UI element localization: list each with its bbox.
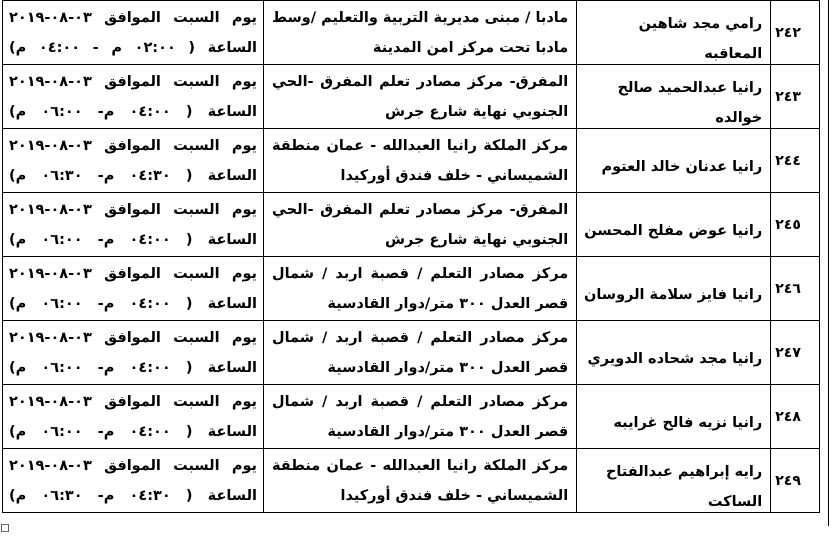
date-line: يوم السبت الموافق ٠٣-٠٨-٢٠١٩ <box>9 329 257 346</box>
person-name: رانيا عوض مفلح المحسن <box>584 222 763 239</box>
date-line: يوم السبت الموافق ٠٣-٠٨-٢٠١٩ <box>9 265 257 282</box>
location-line-1: المفرق- مركز مصادر تعلم المفرق -الحي <box>272 201 569 218</box>
person-name: رانيا عبدالحميد صالح خوالده <box>617 79 763 126</box>
location-line-2: قصر العدل ٣٠٠ متر/دوار القادسية <box>327 295 569 312</box>
person-name: رانيا مجد شحاده الدويري <box>587 350 763 367</box>
person-name: رانيا عدنان خالد العتوم <box>601 158 763 175</box>
table-row <box>3 1 820 65</box>
location-line-1: مركز الملكة رانيا العبدالله - عمان منطقة <box>272 457 569 474</box>
date-line: يوم السبت الموافق ٠٣-٠٨-٢٠١٩ <box>9 201 257 218</box>
row-number: ٢٤٩ <box>771 449 820 513</box>
person-name: رانيا نزيه فالح غرايبه <box>613 414 763 431</box>
datetime-cell <box>3 321 264 385</box>
table-row <box>3 321 820 385</box>
datetime-cell <box>3 449 264 513</box>
location-line-2: مادبا تحت مركز امن المدينة <box>372 39 569 56</box>
table-row <box>3 385 820 449</box>
person-name: رايه إبراهيم عبدالفتاح الساكت <box>605 463 763 510</box>
resize-handle-icon[interactable] <box>1 524 9 532</box>
location-line-2: قصر العدل ٣٠٠ متر/دوار القادسية <box>327 359 569 376</box>
row-number: ٢٤٣ <box>771 65 820 129</box>
location-line-2: قصر العدل ٣٠٠ متر/دوار القادسية <box>327 423 569 440</box>
location-line-1: مركز مصادر التعلم / قصبة اربد / شمال <box>272 265 569 282</box>
location-cell <box>264 257 577 321</box>
time-line: الساعة ( ٠٤:٣٠ م- ٠٦:٣٠ م) <box>9 487 257 504</box>
location-cell <box>264 1 577 65</box>
row-number: ٢٤٤ <box>771 129 820 193</box>
table-row <box>3 129 820 193</box>
date-line: يوم السبت الموافق ٠٣-٠٨-٢٠١٩ <box>9 457 257 474</box>
location-cell <box>264 449 577 513</box>
datetime-cell <box>3 257 264 321</box>
person-name-cell <box>577 257 771 321</box>
person-name-cell <box>577 321 771 385</box>
table-row <box>3 193 820 257</box>
location-cell <box>264 65 577 129</box>
date-line: يوم السبت الموافق ٠٣-٠٨-٢٠١٩ <box>9 393 257 410</box>
time-line: الساعة ( ٠٤:٣٠ م- ٠٦:٣٠ م) <box>9 167 257 184</box>
person-name-cell <box>577 193 771 257</box>
location-line-1: مادبا / مبنى مديرية التربية والتعليم /وسط <box>272 9 569 26</box>
location-cell <box>264 129 577 193</box>
location-cell <box>264 321 577 385</box>
location-line-1: المفرق- مركز مصادر تعلم المفرق -الحي <box>272 73 569 90</box>
table-row <box>3 449 820 513</box>
location-line-2: الجنوبي نهاية شارع جرش <box>384 231 569 248</box>
location-cell <box>264 385 577 449</box>
location-cell <box>264 193 577 257</box>
date-line: يوم السبت الموافق ٠٣-٠٨-٢٠١٩ <box>9 137 257 154</box>
time-line: الساعة ( ٠٤:٠٠ م- ٠٦:٠٠ م) <box>9 231 257 248</box>
time-line: الساعة ( ٠٤:٠٠ م- ٠٦:٠٠ م) <box>9 295 257 312</box>
datetime-cell <box>3 385 264 449</box>
location-line-1: مركز مصادر التعلم / قصبة اربد / شمال <box>272 393 569 410</box>
schedule-table-body <box>3 1 820 513</box>
datetime-cell <box>3 65 264 129</box>
person-name-cell <box>577 129 771 193</box>
table-row <box>3 65 820 129</box>
person-name-cell <box>577 1 771 65</box>
time-line: الساعة ( ٠٤:٠٠ م- ٠٦:٠٠ م) <box>9 423 257 440</box>
location-line-1: مركز مصادر التعلم / قصبة اربد / شمال <box>272 329 569 346</box>
schedule-table <box>2 0 820 513</box>
row-number: ٢٤٦ <box>771 257 820 321</box>
location-line-2: الشميساني - خلف فندق أوركيدا <box>340 167 569 184</box>
date-line: يوم السبت الموافق ٠٣-٠٨-٢٠١٩ <box>9 9 257 26</box>
person-name: رامي مجد شاهين المعاقبه <box>638 15 763 62</box>
person-name-cell <box>577 385 771 449</box>
table-row <box>3 257 820 321</box>
location-line-1: مركز الملكة رانيا العبدالله - عمان منطقة <box>272 137 569 154</box>
time-line: الساعة ( ٠٢:٠٠ م - ٠٤:٠٠ م) <box>9 39 257 56</box>
row-number: ٢٤٢ <box>771 1 820 65</box>
person-name-cell <box>577 65 771 129</box>
time-line: الساعة ( ٠٤:٠٠ م- ٠٦:٠٠ م) <box>9 359 257 376</box>
row-number: ٢٤٨ <box>771 385 820 449</box>
table-edge-column <box>828 0 837 526</box>
location-line-2: الشميساني - خلف فندق أوركيدا <box>340 487 569 504</box>
row-number: ٢٤٧ <box>771 321 820 385</box>
location-line-2: الجنوبي نهاية شارع جرش <box>384 103 569 120</box>
datetime-cell <box>3 193 264 257</box>
datetime-cell <box>3 129 264 193</box>
person-name: رانيا فايز سلامة الروسان <box>583 286 763 303</box>
time-line: الساعة ( ٠٤:٠٠ م- ٠٦:٠٠ م) <box>9 103 257 120</box>
date-line: يوم السبت الموافق ٠٣-٠٨-٢٠١٩ <box>9 73 257 90</box>
datetime-cell <box>3 1 264 65</box>
person-name-cell <box>577 449 771 513</box>
row-number: ٢٤٥ <box>771 193 820 257</box>
